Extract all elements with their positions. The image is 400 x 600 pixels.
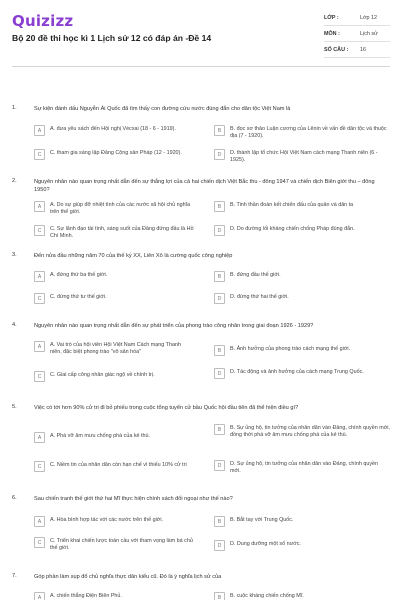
header [0,0,400,62]
option-d[interactable] [214,369,390,379]
option-text: C. Giai cấp công nhân giác ngộ về chính trị. [50,372,155,378]
option-letter-box[interactable]: B [214,516,225,527]
option-d[interactable] [214,541,390,551]
option-b[interactable] [214,272,390,282]
option-text: D. Sự ủng hộ, tin tưởng của nhân dân vào Đảng, chính quyền mới. [230,461,379,475]
meta-key: LỚP : [324,14,339,21]
question-text: Nguyên nhân nào quan trọng nhất dẫn đến sự thắng lợi của cả hai chiến dịch Việt Bắc thu - đông 1947 và chiến dịch Biên giới thu – đông 1950? [34,179,375,193]
option-b[interactable] [214,517,390,527]
option-letter-box[interactable]: D [214,368,225,379]
option-letter-box[interactable]: D [214,293,225,304]
option-a[interactable] [34,342,194,357]
option-letter-box[interactable]: A [34,516,45,527]
meta-key: MÔN : [324,30,340,37]
question-text: Đến nửa đầu những năm 70 của thế kỷ XX, Liên Xô là cường quốc công nghiệp [34,253,233,259]
question-text: Góp phần làm sụp đổ chủ nghĩa thực dân kiểu cũ. Đó là ý nghĩa lịch sử của [34,574,222,580]
option-letter-box[interactable]: A [34,432,45,443]
option-letter-box[interactable]: A [34,341,45,352]
question-number: 2. [12,178,17,184]
option-text: B. Ảnh hưởng của phong trào cách mạng thế giới. [230,346,351,352]
option-c[interactable] [34,150,194,160]
option-d[interactable] [214,294,390,304]
option-text: B. cuộc kháng chiến chống Mĩ. [230,593,304,599]
option-text: B. đứng đầu thế giới. [230,272,281,278]
quizizz-logo: Quizizz [12,12,74,30]
option-text: D. Do đường lối kháng chiến chống Pháp đúng đắn. [230,226,355,232]
option-a[interactable] [34,272,194,282]
document-title: Bộ 20 đề thi học kì 1 Lịch sử 12 có đáp án -Đề 14 [12,33,212,43]
option-a[interactable] [34,517,194,527]
option-text: B. Tinh thần đoàn kết chiến đấu của quân và dân ta [230,202,354,208]
option-d[interactable] [214,461,390,476]
option-letter-box[interactable]: C [34,149,45,160]
option-letter-box[interactable]: C [34,461,45,472]
option-text: A. Do sự giúp đỡ nhiệt tình của các nước xã hội chủ nghĩa trên thế giới. [50,202,191,216]
option-letter-box[interactable]: B [214,125,225,136]
meta-value: Lớp 12 [360,14,378,21]
option-b[interactable] [214,346,390,356]
option-text: D. Dung dưỡng một số nước. [230,541,301,547]
option-letter-box[interactable]: D [214,225,225,236]
option-letter-box[interactable]: B [214,345,225,356]
option-text: C. đứng thứ tư thế giới. [50,294,107,300]
meta-key: SỐ CÂU : [324,46,349,53]
option-letter-box[interactable]: B [214,201,225,212]
option-text: A. Hòa bình hợp tác với các nước trên thế giới. [50,517,164,523]
option-text: D. đứng thứ hai thế giới. [230,294,289,300]
meta-row-subject [324,26,390,42]
option-d[interactable] [214,150,390,165]
option-d[interactable] [214,226,390,236]
option-text: A. Vai trò của hội viên Hội Việt Nam Cách mạng Thanh niên, đặc biệt phong trào "vô sản hóa" [50,342,181,356]
option-letter-box[interactable]: D [214,460,225,471]
question-number: 6. [12,495,17,501]
option-b[interactable] [214,593,390,600]
option-a[interactable] [34,202,194,217]
option-letter-box[interactable]: C [34,293,45,304]
option-c[interactable] [34,294,194,304]
option-letter-box[interactable]: C [34,225,45,236]
option-text: C. Triển khai chiến lược toàn cầu với tham vọng làm bá chủ thế giới. [50,538,193,552]
option-letter-box[interactable]: B [214,592,225,600]
meta-table [324,10,390,58]
option-text: C. Sự lãnh đạo tài tình, sáng suốt của Đảng đứng đầu là Hồ Chí Minh. [50,226,194,240]
option-letter-box[interactable]: D [214,540,225,551]
option-c[interactable] [34,462,194,472]
option-text: A. đưa yêu sách đến Hội nghị Vécxai (18 - 6 - 1919). [50,126,176,132]
option-letter-box[interactable]: B [214,424,225,435]
option-letter-box[interactable]: A [34,125,45,136]
question-text: Việc có tới hơn 90% cử tri đi bỏ phiếu trong cuộc tổng tuyển cử bầu Quốc hội đầu tiên đã thể hiện điều gì? [34,405,299,411]
option-text: B. đọc sơ thảo Luận cương của Lênin về vấn đề dân tộc và thuộc địa (7 - 1920). [230,126,387,140]
option-letter-box[interactable]: B [214,271,225,282]
option-text: C. tham gia sáng lập Đảng Cộng sản Pháp (12 - 1920). [50,150,182,156]
question-number: 4. [12,322,17,328]
option-b[interactable] [214,202,390,212]
option-letter-box[interactable]: A [34,592,45,600]
question-text: Sự kiện đánh dấu Nguyễn Ái Quốc đã tìm thấy con đường cứu nước đúng đắn cho dân tộc Việt Nam là [34,106,291,112]
question-number: 3. [12,252,17,258]
option-c[interactable] [34,538,194,553]
option-text: D. Tác động và ảnh hưởng của cách mạng Trung Quốc. [230,369,364,375]
option-c[interactable] [34,226,194,241]
question-text: Sau chiến tranh thế giới thứ hai Mĩ thực hiện chính sách đối ngoại như thế nào? [34,496,233,502]
option-b[interactable] [214,126,390,141]
question-number: 7. [12,573,17,579]
question-text: Nguyên nhân nào quan trọng nhất dẫn đến sự phát triển của phong trào công nhân trong giai đoạn 1926 - 1929? [34,323,314,329]
option-b[interactable] [214,425,390,440]
option-text: A. chiến thắng Điện Biên Phủ. [50,593,122,599]
option-letter-box[interactable]: A [34,271,45,282]
option-text: D. thành lập tổ chức Hội Việt Nam cách mạng Thanh niên (6 - 1925). [230,150,378,164]
option-letter-box[interactable]: A [34,201,45,212]
option-letter-box[interactable]: C [34,371,45,382]
option-letter-box[interactable]: C [34,537,45,548]
option-text: C. Niềm tin của nhân dân còn hạn chế vì thiếu 10% cử tri [50,462,187,468]
option-a[interactable] [34,433,194,443]
meta-value: Lịch sử [360,30,378,37]
option-letter-box[interactable]: D [214,149,225,160]
option-a[interactable] [34,593,194,600]
option-a[interactable] [34,126,194,136]
header-divider [12,66,390,67]
option-text: A. Phá vỡ âm mưu chống phá của kẻ thù. [50,433,151,439]
option-c[interactable] [34,372,194,382]
meta-row-class [324,10,390,26]
option-text: B. Bắt tay với Trung Quốc. [230,517,294,523]
option-text: A. đứng thứ ba thế giới. [50,272,108,278]
question-number: 5. [12,404,17,410]
option-text: B. Sự ủng hộ, tin tưởng của nhân dân vào Đảng, chính quyền mới, đồng thời phá vỡ âm mưu chống phá của kẻ thù. [230,425,390,439]
meta-value: 16 [360,46,366,53]
question-number: 1. [12,105,17,111]
meta-row-count [324,42,390,58]
